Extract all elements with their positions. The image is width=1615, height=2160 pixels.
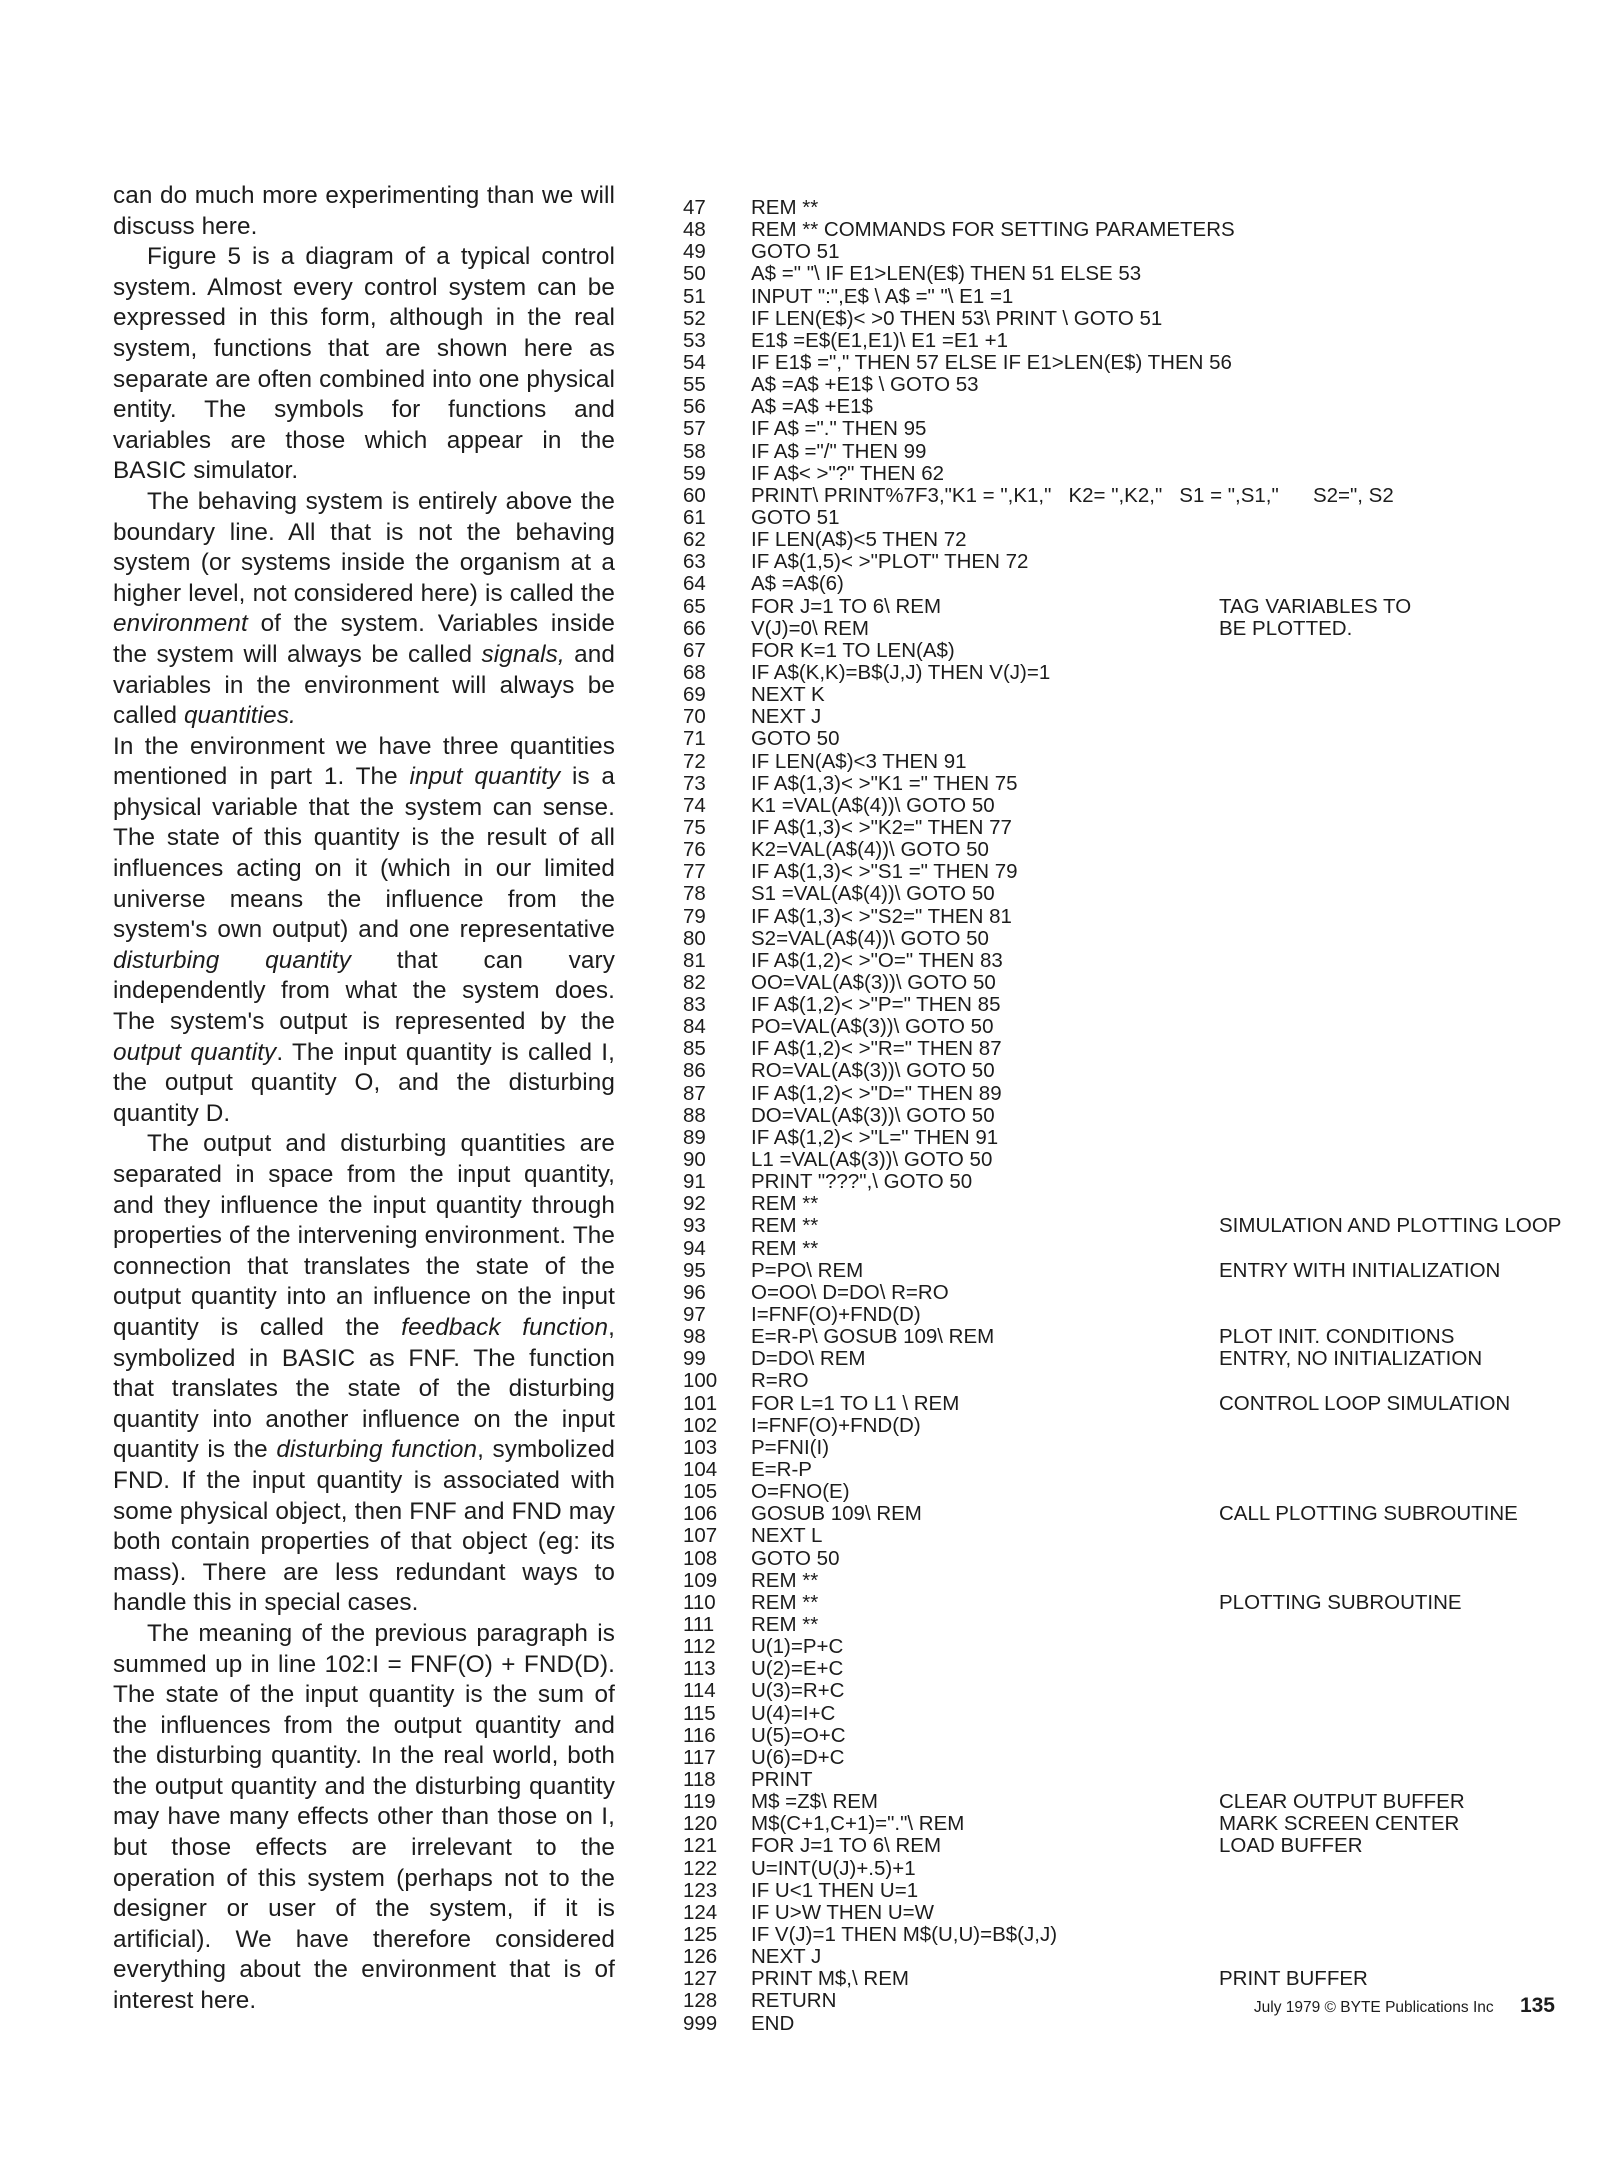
line-number: 93: [683, 1214, 706, 1238]
listing-line: [683, 1525, 1593, 1547]
text-run: In the environment we have three quantities mentioned in part 1. The: [113, 732, 615, 791]
text-run: . The input quantity is called I, the output quantity O, and the disturbing quantity D.: [113, 1038, 616, 1127]
line-number: 82: [683, 970, 706, 994]
listing-line: [683, 1193, 1593, 1215]
line-code: FOR K=1 TO LEN(A$): [751, 638, 955, 662]
listing-line: [683, 1393, 1593, 1415]
line-number: 48: [683, 218, 706, 242]
line-number: 63: [683, 550, 706, 574]
listing-line: [683, 1769, 1593, 1791]
listing-line: [683, 684, 1593, 706]
line-code: REM ** COMMANDS FOR SETTING PARAMETERS: [751, 218, 1235, 242]
text-run: of the system. Variables inside the system will always be called: [113, 610, 615, 668]
line-number: 121: [683, 1834, 718, 1858]
listing-line: [683, 1503, 1593, 1525]
listing-line: [683, 1282, 1593, 1304]
line-comment: PRINT BUFFER: [1219, 1967, 1368, 1991]
listing-line: [683, 374, 1593, 396]
line-number: 80: [683, 926, 706, 950]
listing-line: [683, 1415, 1593, 1437]
line-code: GOTO 51: [751, 505, 840, 529]
line-code: O=OO\ D=DO\ R=RO: [751, 1280, 949, 1304]
listing-line: [683, 839, 1593, 861]
listing-line: [683, 1348, 1593, 1370]
line-number: 110: [683, 1590, 716, 1614]
emphasized-term: signals,: [481, 640, 565, 668]
line-code: REM **: [751, 1214, 819, 1238]
line-code: IF LEN(A$)<5 THEN 72: [751, 528, 967, 552]
line-number: 86: [683, 1059, 706, 1083]
line-code: IF A$ ="/" THEN 99: [751, 439, 927, 463]
line-number: 71: [683, 727, 706, 751]
listing-line: [683, 1791, 1593, 1813]
line-number: 128: [683, 1989, 718, 2013]
line-code: FOR L=1 TO L1 \ REM: [751, 1391, 960, 1415]
line-code: NEXT L: [751, 1524, 823, 1548]
listing-line: [683, 1835, 1593, 1857]
line-code: PRINT "???",\ GOTO 50: [751, 1170, 973, 1194]
line-number: 116: [683, 1723, 716, 1747]
listing-line: [683, 817, 1593, 839]
line-number: 68: [683, 660, 706, 684]
emphasized-term: feedback function: [401, 1313, 609, 1341]
line-code: A$ =A$(6): [751, 572, 844, 596]
listing-line: [683, 1127, 1593, 1149]
listing-line: [683, 1370, 1593, 1392]
line-code: DO=VAL(A$(3))\ GOTO 50: [751, 1103, 995, 1127]
listing-line: [683, 1481, 1593, 1503]
text-run: is a physical variable that the system can sense. The state of this quantity is the result of all influences acting on it (which in our limited universe means the influence from the system's own output) and one representative: [113, 763, 616, 944]
listing-line: [683, 1105, 1593, 1127]
line-number: 64: [683, 572, 706, 596]
line-code: OO=VAL(A$(3))\ GOTO 50: [751, 970, 996, 994]
line-number: 100: [683, 1369, 718, 1393]
text-run: , symbolized FND. If the input quantity is associated with some physical object, then FNF and FND may both contain properties of that object (eg: its mass). There are less redundant ways to handle this in special cases.: [113, 1436, 616, 1617]
line-code: IF A$(1,5)< >"PLOT" THEN 72: [751, 550, 1029, 574]
emphasized-term: environment: [113, 610, 248, 638]
line-code: IF A$(1,2)< >"L=" THEN 91: [751, 1125, 999, 1149]
listing-line: [683, 1083, 1593, 1105]
emphasized-term: input quantity: [409, 763, 561, 791]
line-number: 85: [683, 1037, 706, 1061]
line-number: 96: [683, 1280, 706, 1304]
line-number: 60: [683, 483, 706, 507]
listing-line: [683, 330, 1593, 352]
listing-line: [683, 1060, 1593, 1082]
line-code: L1 =VAL(A$(3))\ GOTO 50: [751, 1148, 993, 1172]
line-number: 106: [683, 1502, 718, 1526]
body-paragraph: [113, 1129, 615, 1619]
line-number: 91: [683, 1170, 706, 1194]
line-code: IF A$(1,2)< >"O=" THEN 83: [751, 948, 1003, 972]
line-number: 61: [683, 505, 706, 529]
line-code: END: [751, 2011, 795, 2035]
line-comment: PLOT INIT. CONDITIONS: [1219, 1325, 1455, 1349]
line-number: 76: [683, 838, 706, 862]
line-number: 65: [683, 594, 706, 618]
line-code: FOR J=1 TO 6\ REM: [751, 1834, 942, 1858]
line-code: IF A$(1,3)< >"S2=" THEN 81: [751, 904, 1012, 928]
emphasized-term: quantities.: [183, 702, 296, 730]
line-code: U=INT(U(J)+.5)+1: [751, 1856, 916, 1880]
body-paragraph: [113, 242, 615, 487]
line-number: 127: [683, 1967, 718, 1991]
line-code: REM **: [751, 1590, 819, 1614]
listing-line: [683, 418, 1593, 440]
listing-line: [683, 308, 1593, 330]
line-number: 67: [683, 638, 706, 662]
listing-line: [683, 795, 1593, 817]
listing-line: [683, 573, 1593, 595]
line-number: 114: [683, 1679, 716, 1703]
listing-line: [683, 972, 1593, 994]
listing-line: [683, 728, 1593, 750]
line-number: 69: [683, 683, 706, 707]
line-number: 125: [683, 1922, 718, 1946]
listing-line: [683, 883, 1593, 905]
line-number: 66: [683, 616, 706, 640]
listing-line: [683, 618, 1593, 640]
listing-line: [683, 441, 1593, 463]
line-code: RETURN: [751, 1989, 837, 2013]
line-code: M$(C+1,C+1)="."\ REM: [751, 1812, 965, 1836]
line-number: 104: [683, 1458, 718, 1482]
line-number: 75: [683, 815, 706, 839]
line-number: 88: [683, 1103, 706, 1127]
line-code: NEXT K: [751, 683, 825, 707]
line-comment: CONTROL LOOP SIMULATION: [1219, 1391, 1511, 1415]
listing-line: [683, 1038, 1593, 1060]
listing-line: [683, 751, 1593, 773]
line-code: REM **: [751, 1236, 819, 1260]
line-number: 105: [683, 1480, 718, 1504]
line-number: 90: [683, 1148, 706, 1172]
listing-line: [683, 1326, 1593, 1348]
listing-line: [683, 1171, 1593, 1193]
line-code: IF LEN(A$)<3 THEN 91: [751, 749, 967, 773]
line-number: 123: [683, 1878, 718, 1902]
line-code: D=DO\ REM: [751, 1347, 866, 1371]
line-number: 126: [683, 1945, 718, 1969]
basic-program-listing: [683, 197, 1593, 2035]
line-comment: PLOTTING SUBROUTINE: [1219, 1590, 1462, 1614]
line-number: 74: [683, 793, 706, 817]
listing-line: [683, 928, 1593, 950]
line-code: GOTO 50: [751, 727, 840, 751]
listing-line: [683, 861, 1593, 883]
line-code: IF A$(1,3)< >"K1 =" THEN 75: [751, 771, 1018, 795]
line-number: 97: [683, 1303, 706, 1327]
line-number: 49: [683, 240, 706, 264]
line-code: FOR J=1 TO 6\ REM: [751, 594, 942, 618]
line-code: E=R-P: [751, 1458, 812, 1482]
line-number: 99: [683, 1347, 706, 1371]
line-code: U(5)=O+C: [751, 1723, 846, 1747]
listing-line: [683, 1946, 1593, 1968]
line-code: E=R-P\ GOSUB 109\ REM: [751, 1325, 995, 1349]
line-code: IF A$(1,2)< >"R=" THEN 87: [751, 1037, 1002, 1061]
listing-line: [683, 352, 1593, 374]
line-code: GOTO 50: [751, 1546, 840, 1570]
listing-line: [683, 485, 1593, 507]
body-paragraph: [113, 487, 615, 732]
listing-line: [683, 197, 1593, 219]
text-run: The meaning of the previous paragraph is summed up in line 102:I = FNF(O) + FND(D). The state of the input quantity is the sum of the influences from the output quantity and the disturbing quantity. In the real world, both the output quantity and the disturbing quantity may have many effects other than those on I, but those effects are irrelevant to the operation of this system (perhaps not to the designer or user of the system, if it is artificial). We have therefore considered everything about the environment that is of interest here.: [113, 1619, 615, 2015]
listing-line: [683, 1968, 1593, 1990]
line-code: O=FNO(E): [751, 1480, 850, 1504]
line-number: 122: [683, 1856, 718, 1880]
line-comment: ENTRY WITH INITIALIZATION: [1219, 1258, 1501, 1282]
line-code: IF A$(K,K)=B$(J,J) THEN V(J)=1: [751, 660, 1051, 684]
line-comment: CALL PLOTTING SUBROUTINE: [1219, 1502, 1518, 1526]
line-code: REM **: [751, 196, 819, 219]
line-number: 52: [683, 306, 706, 330]
line-number: 56: [683, 395, 706, 419]
listing-line: [683, 241, 1593, 263]
line-code: V(J)=0\ REM: [751, 616, 869, 640]
line-code: IF U<1 THEN U=1: [751, 1878, 919, 1902]
listing-line: [683, 906, 1593, 928]
line-number: 55: [683, 373, 706, 397]
line-number: 102: [683, 1413, 718, 1437]
footer-credit: July 1979 © BYTE Publications Inc: [1253, 1999, 1494, 2016]
emphasized-term: disturbing function: [276, 1436, 478, 1464]
listing-line: [683, 1725, 1593, 1747]
line-code: IF LEN(E$)< >0 THEN 53\ PRINT \ GOTO 51: [751, 306, 1163, 330]
line-code: A$ =" "\ IF E1>LEN(E$) THEN 51 ELSE 53: [751, 262, 1142, 286]
listing-line: [683, 1636, 1593, 1658]
listing-line: [683, 1813, 1593, 1835]
line-code: I=FNF(O)+FND(D): [751, 1413, 921, 1437]
listing-line: [683, 1304, 1593, 1326]
listing-line: [683, 263, 1593, 285]
emphasized-term: output quantity: [113, 1038, 277, 1066]
line-code: IF A$(1,2)< >"D=" THEN 89: [751, 1081, 1002, 1105]
listing-line: [683, 1614, 1593, 1636]
text-run: The behaving system is entirely above the boundary line. All that is not the behaving system (or systems inside the organism at a higher level, not considered here) is called the: [113, 487, 615, 607]
line-code: U(6)=D+C: [751, 1745, 845, 1769]
line-code: U(3)=R+C: [751, 1679, 845, 1703]
page-number: 135: [1519, 1994, 1555, 2017]
line-comment: LOAD BUFFER: [1219, 1834, 1363, 1858]
line-comment: SIMULATION AND PLOTTING LOOP: [1219, 1214, 1562, 1238]
line-code: K2=VAL(A$(4))\ GOTO 50: [751, 838, 989, 862]
line-number: 120: [683, 1812, 718, 1836]
line-number: 72: [683, 749, 706, 773]
listing-line: [683, 1747, 1593, 1769]
line-code: IF A$(1,3)< >"K2=" THEN 77: [751, 815, 1012, 839]
line-number: 58: [683, 439, 706, 463]
line-code: I=FNF(O)+FND(D): [751, 1303, 921, 1327]
line-code: E1$ =E$(E1,E1)\ E1 =E1 +1: [751, 328, 1008, 352]
text-run: that can vary independently from what the system does. The system's output is represented by the: [113, 946, 615, 1036]
body-paragraph: [113, 1619, 615, 2017]
line-code: IF A$< >"?" THEN 62: [751, 461, 945, 485]
line-number: 77: [683, 860, 706, 884]
emphasized-term: disturbing quantity: [113, 946, 352, 974]
line-code: REM **: [751, 1568, 819, 1592]
line-number: 101: [683, 1391, 718, 1415]
listing-line: [683, 1592, 1593, 1614]
line-number: 119: [683, 1790, 716, 1814]
listing-line: [683, 1437, 1593, 1459]
line-code: U(4)=I+C: [751, 1701, 836, 1725]
line-number: 94: [683, 1236, 706, 1260]
line-code: IF A$(1,3)< >"S1 =" THEN 79: [751, 860, 1018, 884]
line-code: INPUT ":",E$ \ A$ =" "\ E1 =1: [751, 284, 1014, 308]
text-run: Figure 5 is a diagram of a typical control system. Almost every control system can be expressed in this form, although in the real system, functions that are shown here as separate are often combined into one physical entity. The symbols for functions and variables are those which appear in the BASIC simulator.: [113, 243, 615, 485]
line-code: A$ =A$ +E1$: [751, 395, 873, 419]
listing-line: [683, 640, 1593, 662]
text-run: and variables in the environment will always be called: [113, 640, 615, 730]
line-number: 83: [683, 993, 706, 1017]
line-comment: MARK SCREEN CENTER: [1219, 1812, 1460, 1836]
line-number: 59: [683, 461, 706, 485]
line-code: P=FNI(I): [751, 1435, 830, 1459]
listing-line: [683, 286, 1593, 308]
listing-line: [683, 706, 1593, 728]
line-code: NEXT J: [751, 705, 822, 729]
listing-line: [683, 596, 1593, 618]
line-number: 117: [683, 1745, 716, 1769]
line-code: U(1)=P+C: [751, 1635, 844, 1659]
line-number: 70: [683, 705, 706, 729]
line-number: 62: [683, 528, 706, 552]
listing-line: [683, 1880, 1593, 1902]
body-paragraph: [113, 732, 615, 1130]
line-code: PRINT M$,\ REM: [751, 1967, 909, 1991]
line-number: 53: [683, 328, 706, 352]
listing-line: [683, 1016, 1593, 1038]
line-code: M$ =Z$\ REM: [751, 1790, 879, 1814]
line-number: 89: [683, 1125, 706, 1149]
line-code: IF A$(1,2)< >"P=" THEN 85: [751, 993, 1001, 1017]
listing-line: [683, 994, 1593, 1016]
line-number: 98: [683, 1325, 706, 1349]
line-code: R=RO: [751, 1369, 809, 1393]
listing-line: [683, 1924, 1593, 1946]
line-code: PRINT\ PRINT%7F3,"K1 = ",K1," K2= ",K2," S1 = ",S1," S2=", S2: [751, 483, 1394, 507]
listing-line: [683, 219, 1593, 241]
listing-line: [683, 1658, 1593, 1680]
line-code: PRINT: [751, 1767, 813, 1791]
text-run: , symbolized in BASIC as FNF. The function that translates the state of the disturbing quantity into another influence on the input quantity is the: [113, 1313, 615, 1464]
line-code: IF E1$ ="," THEN 57 ELSE IF E1>LEN(E$) THEN 56: [751, 350, 1232, 374]
line-code: IF A$ ="." THEN 95: [751, 417, 927, 441]
line-number: 54: [683, 350, 706, 374]
listing-line: [683, 1215, 1593, 1237]
line-number: 78: [683, 882, 706, 906]
listing-line: [683, 463, 1593, 485]
line-number: 51: [683, 284, 706, 308]
article-body-column: [113, 181, 615, 2017]
listing-line: [683, 551, 1593, 573]
line-code: PO=VAL(A$(3))\ GOTO 50: [751, 1015, 994, 1039]
line-number: 84: [683, 1015, 706, 1039]
line-number: 47: [683, 196, 706, 219]
listing-line: [683, 1238, 1593, 1260]
listing-line: [683, 1570, 1593, 1592]
listing-line: [683, 1149, 1593, 1171]
line-code: K1 =VAL(A$(4))\ GOTO 50: [751, 793, 995, 817]
listing-line: [683, 950, 1593, 972]
line-code: NEXT J: [751, 1945, 822, 1969]
line-number: 108: [683, 1546, 718, 1570]
line-number: 112: [683, 1635, 716, 1659]
line-comment: ENTRY, NO INITIALIZATION: [1219, 1347, 1483, 1371]
line-number: 103: [683, 1435, 718, 1459]
line-number: 999: [683, 2011, 718, 2035]
line-number: 92: [683, 1192, 706, 1216]
page-footer: [1254, 1994, 1555, 2018]
line-number: 111: [683, 1613, 715, 1636]
listing-line: [683, 773, 1593, 795]
line-number: 50: [683, 262, 706, 286]
line-code: U(2)=E+C: [751, 1657, 844, 1681]
line-number: 81: [683, 948, 706, 972]
listing-line: [683, 1459, 1593, 1481]
line-code: REM **: [751, 1192, 819, 1216]
line-code: RO=VAL(A$(3))\ GOTO 50: [751, 1059, 995, 1083]
listing-line: [683, 1548, 1593, 1570]
listing-line: [683, 1703, 1593, 1725]
body-paragraph: [113, 181, 615, 242]
line-comment: TAG VARIABLES TO: [1219, 594, 1412, 618]
listing-line: [683, 507, 1593, 529]
listing-line: [683, 396, 1593, 418]
text-run: The output and disturbing quantities are separated in space from the input quantity, and they influence the input quantity through properties of the intervening environment. The connection that translates the state of the output quantity into an influence on the input quantity is called the: [113, 1130, 615, 1341]
listing-line: [683, 1260, 1593, 1282]
line-comment: BE PLOTTED.: [1219, 616, 1353, 640]
listing-line: [683, 529, 1593, 551]
line-code: GOTO 51: [751, 240, 840, 264]
line-comment: CLEAR OUTPUT BUFFER: [1219, 1790, 1465, 1814]
text-run: can do much more experimenting than we will discuss here.: [113, 182, 615, 240]
line-code: A$ =A$ +E1$ \ GOTO 53: [751, 373, 979, 397]
line-number: 109: [683, 1568, 718, 1592]
listing-line: [683, 1680, 1593, 1702]
line-number: 95: [683, 1258, 706, 1282]
listing-line: [683, 1902, 1593, 1924]
line-code: IF U>W THEN U=W: [751, 1900, 934, 1924]
line-number: 124: [683, 1900, 718, 1924]
listing-line: [683, 1858, 1593, 1880]
line-number: 87: [683, 1081, 706, 1105]
line-code: GOSUB 109\ REM: [751, 1502, 922, 1526]
listing-line: [683, 662, 1593, 684]
line-number: 118: [683, 1767, 716, 1791]
line-code: IF V(J)=1 THEN M$(U,U)=B$(J,J): [751, 1922, 1058, 1946]
line-number: 57: [683, 417, 706, 441]
line-code: P=PO\ REM: [751, 1258, 864, 1282]
line-code: S2=VAL(A$(4))\ GOTO 50: [751, 926, 989, 950]
line-number: 79: [683, 904, 706, 928]
line-code: REM **: [751, 1613, 819, 1636]
line-number: 113: [683, 1657, 716, 1681]
line-code: S1 =VAL(A$(4))\ GOTO 50: [751, 882, 995, 906]
line-number: 73: [683, 771, 706, 795]
line-number: 115: [683, 1701, 716, 1725]
line-number: 107: [683, 1524, 718, 1548]
